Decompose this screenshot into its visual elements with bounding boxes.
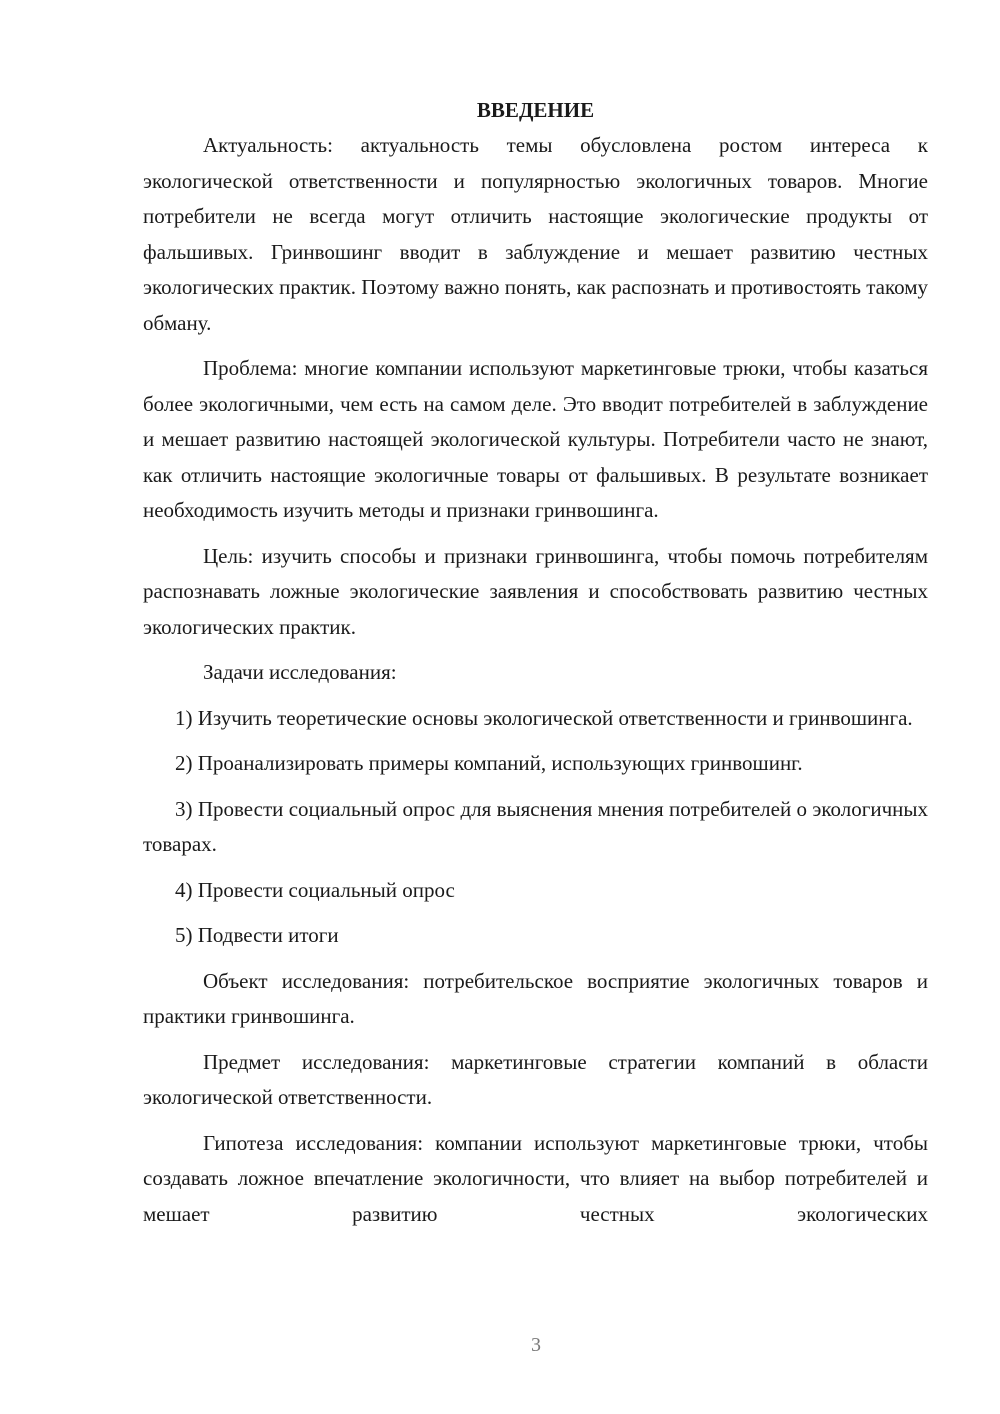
paragraph-gap <box>143 863 928 873</box>
paragraph-subject: Предмет исследования: маркетинговые стратегии компаний в области экологической ответственности. <box>143 1049 928 1109</box>
paragraph-object: Объект исследования: потребительское восприятие экологичных товаров и практики гринвошинга. <box>143 968 928 1028</box>
paragraph-problem: Проблема: многие компании используют маркетинговые трюки, чтобы казаться более экологичными, чем есть на самом деле. Это вводит потребителей в заблуждение и мешает развитию настоящей экологической культуры. Потребители часто не знают, как отличить настоящие экологичные товары от фальшивых. В результате возникает необходимость изучить методы и признаки гринвошинга. <box>143 356 928 522</box>
paragraph-goal: Цель: изучить способы и признаки гринвошинга, чтобы помочь потребителям распознавать ложные экологические заявления и способствовать развитию честных экологических практик. <box>143 543 928 639</box>
paragraph-gap <box>143 782 928 792</box>
paragraph-gap <box>143 691 928 701</box>
paragraph-gap <box>143 645 928 655</box>
paragraph-gap <box>143 736 928 746</box>
page-number: 3 <box>531 1334 541 1356</box>
paragraph-hypothesis: Гипотеза исследования: компании используют маркетинговые трюки, чтобы создавать ложное впечатление экологичности, что влияет на выбор потребителей и мешает развитию честных экологических <box>143 1130 928 1226</box>
section-title: ВВЕДЕНИЕ <box>476 98 595 122</box>
task-item-4: 4) Провести социальный опрос <box>175 877 455 902</box>
task-item-1: 1) Изучить теоретические основы экологической ответственности и гринвошинга. <box>175 705 913 730</box>
paragraph-gap <box>143 341 928 351</box>
document-page <box>143 92 928 1232</box>
task-item-3: 3) Провести социальный опрос для выяснения мнения потребителей о экологичных товарах. <box>143 796 928 856</box>
paragraph-gap <box>143 529 928 539</box>
tasks-heading: Задачи исследования: <box>203 660 397 684</box>
task-item-5: 5) Подвести итоги <box>175 923 339 947</box>
paragraph-relevance: Актуальность: актуальность темы обусловлена ростом интереса к экологической ответственности и популярностью экологичных товаров. Многие потребители не всегда могут отличить настоящие экологические продукты от фальшивых. Гринвошинг вводит в заблуждение и мешает развитию честных экологических практик. Поэтому важно понять, как распознать и противостоять такому обману. <box>143 133 928 335</box>
paragraph-gap <box>143 954 928 964</box>
paragraph-gap <box>143 1116 928 1126</box>
paragraph-gap <box>143 908 928 918</box>
paragraph-gap <box>143 1035 928 1045</box>
task-item-2: 2) Проанализировать примеры компаний, использующих гринвошинг. <box>175 751 803 775</box>
